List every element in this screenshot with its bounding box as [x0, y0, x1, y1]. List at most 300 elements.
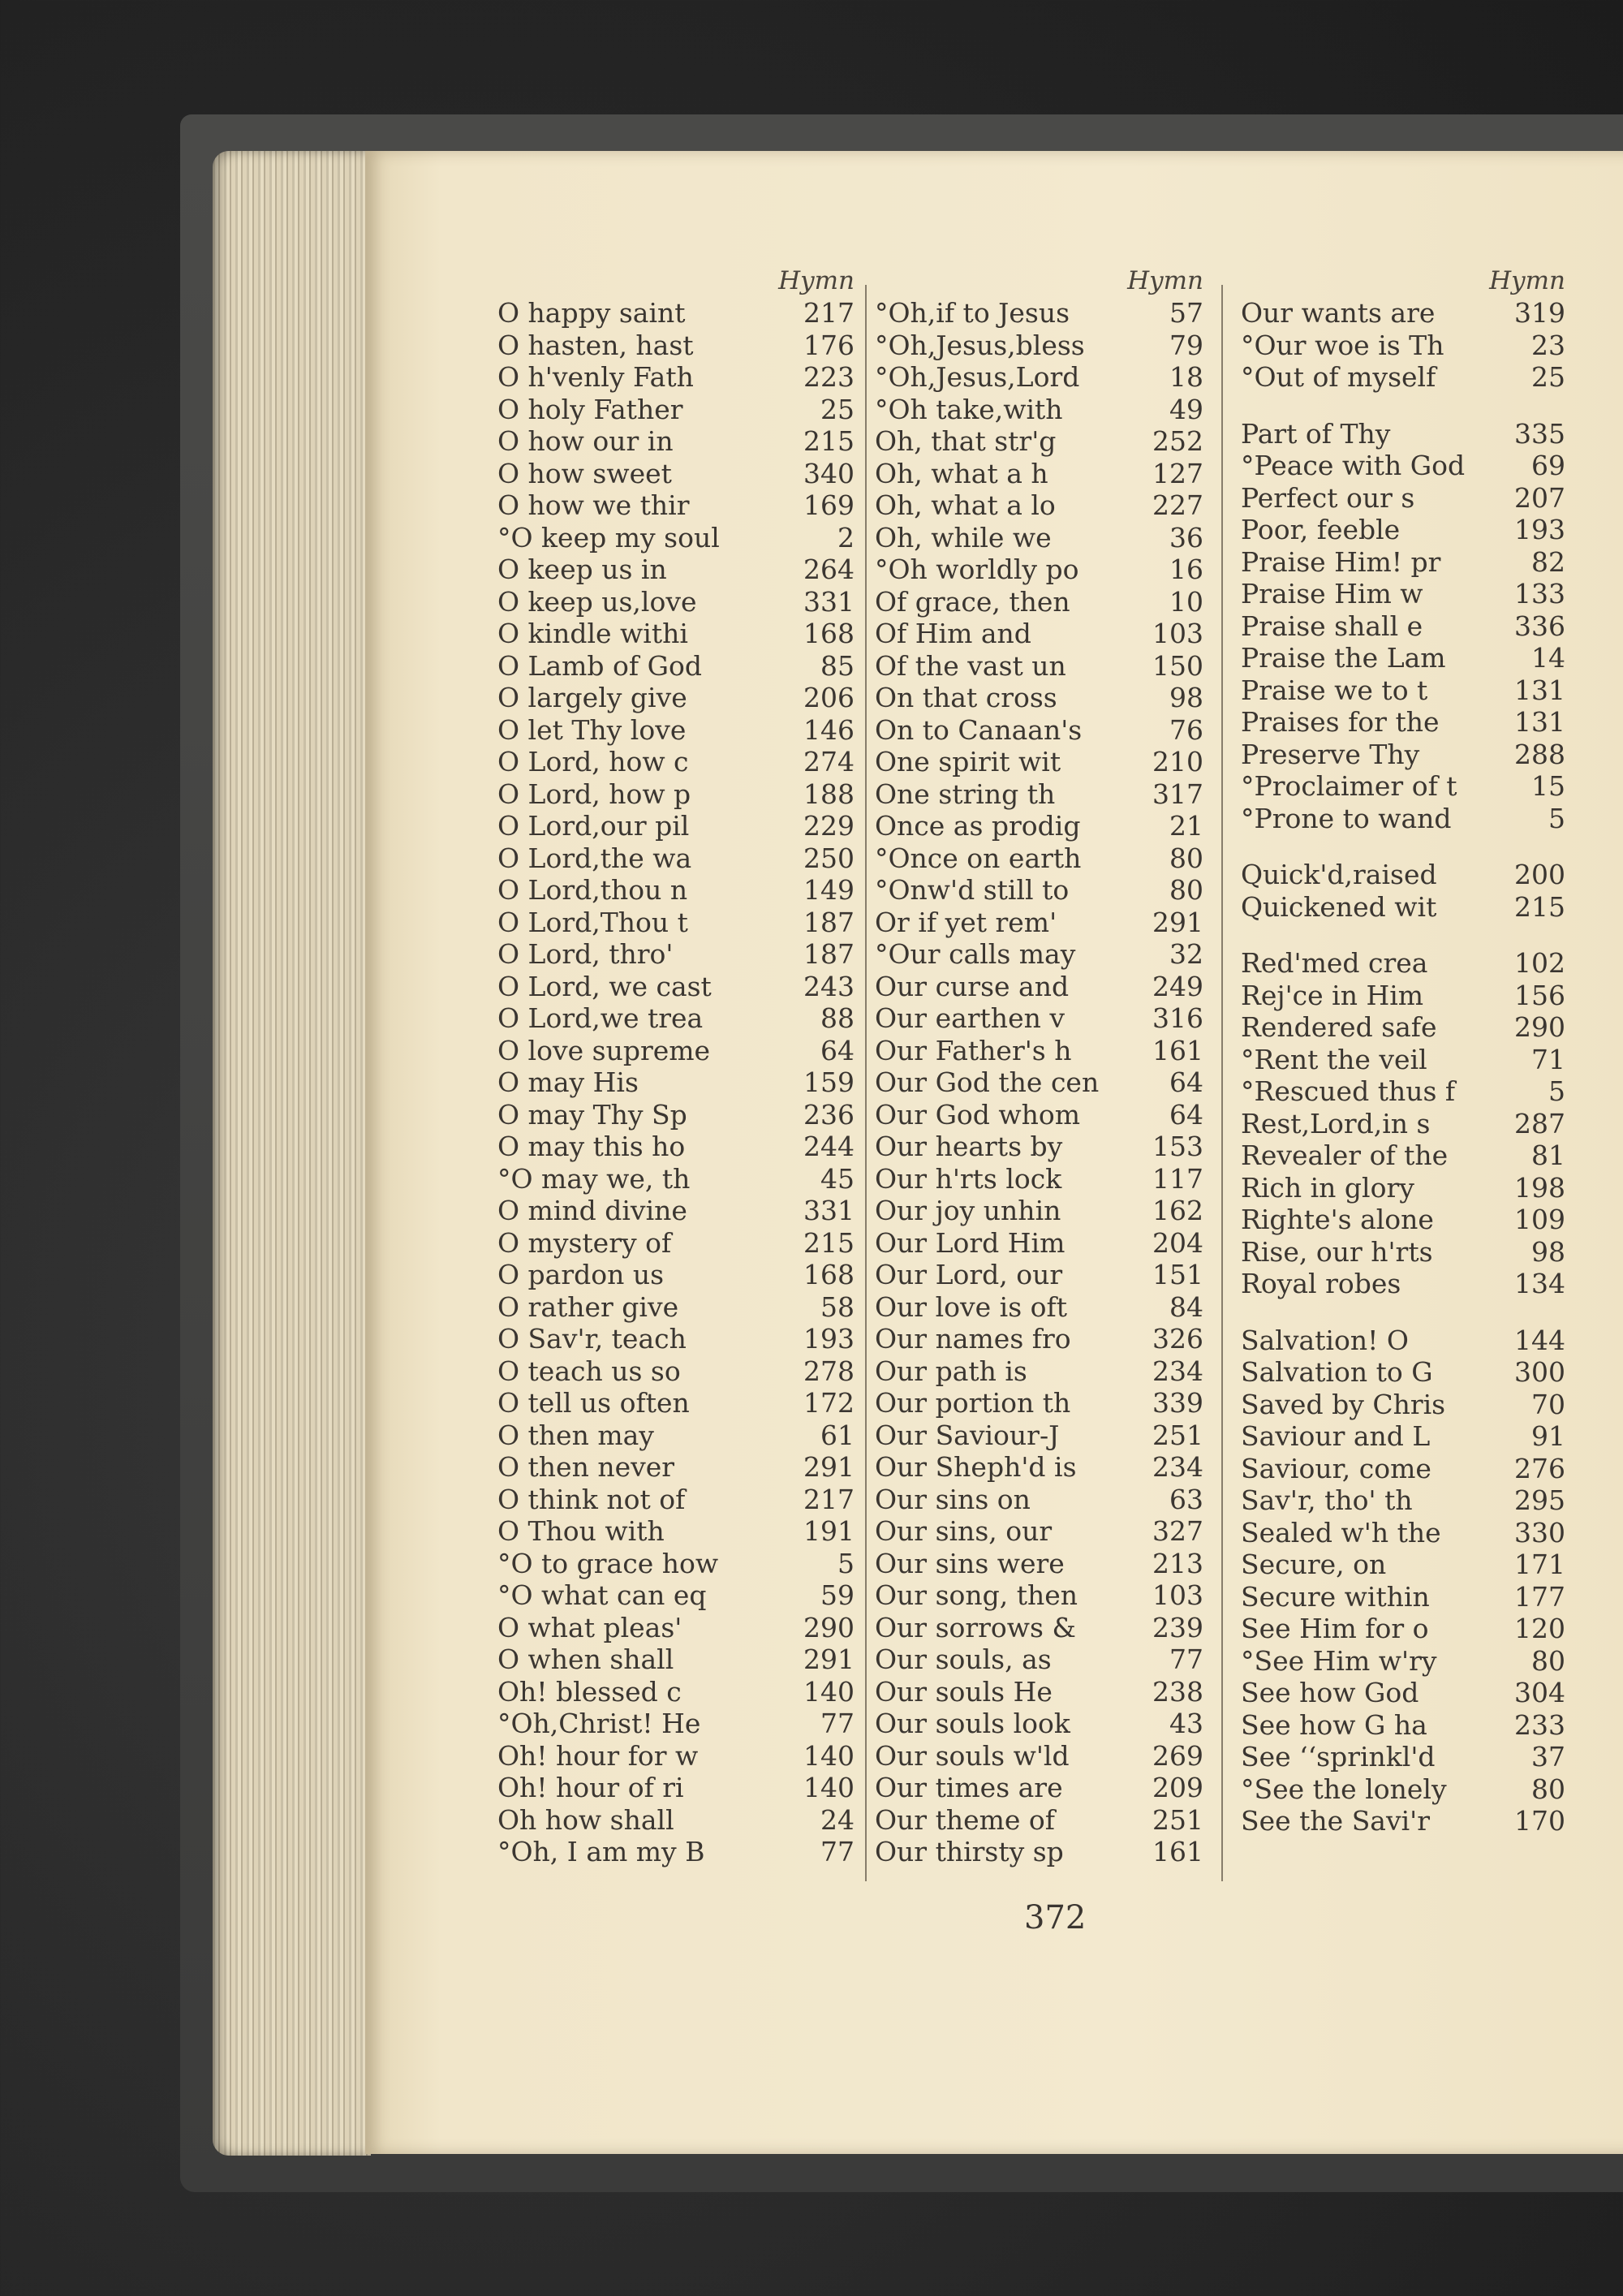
column-header: Hymn	[778, 266, 855, 295]
index-entry	[497, 394, 855, 426]
index-entry	[1241, 514, 1565, 546]
hymn-number: 80	[1169, 874, 1203, 906]
hymn-first-line: O tell us often	[497, 1387, 690, 1419]
hymn-number: 71	[1531, 1043, 1565, 1075]
hymn-number: 339	[1152, 1387, 1203, 1419]
hymn-first-line: Our Father's h	[875, 1034, 1072, 1066]
hymn-number: 244	[803, 1131, 855, 1162]
hymn-first-line: Our God the cen	[875, 1066, 1100, 1098]
page-number: 372	[1024, 1899, 1087, 1936]
section-gap	[1241, 834, 1565, 859]
index-entry	[1241, 859, 1565, 891]
hymn-first-line: °See Him w'ry	[1241, 1644, 1437, 1677]
hymn-number: 234	[1152, 1451, 1203, 1483]
index-entry	[1241, 1204, 1565, 1236]
hymn-first-line: O Lord, thro'	[497, 938, 674, 970]
hymn-number: 80	[1531, 1644, 1565, 1677]
index-entry	[497, 1740, 855, 1773]
hymn-number: 91	[1531, 1420, 1565, 1452]
hymn-number: 304	[1514, 1677, 1565, 1708]
hymn-first-line: See how God	[1241, 1677, 1419, 1708]
hymn-number: 63	[1169, 1483, 1203, 1515]
hymn-first-line: °O to grace how	[497, 1547, 719, 1579]
hymn-first-line: O Lord,our pil	[497, 810, 690, 842]
hymn-number: 149	[803, 874, 855, 906]
index-entry	[1241, 1139, 1565, 1172]
hymn-first-line: Quick'd,raised	[1241, 859, 1437, 890]
hymn-first-line: Oh, what a h	[875, 457, 1048, 489]
index-column-1	[497, 265, 855, 1868]
hymn-number: 81	[1531, 1139, 1565, 1171]
hymn-first-line: O happy saint	[497, 297, 686, 329]
hymn-first-line: O how our in	[497, 425, 674, 457]
hymn-number: 16	[1169, 554, 1203, 585]
index-entry	[875, 1708, 1203, 1740]
hymn-number: 207	[1514, 481, 1565, 514]
hymn-number: 49	[1169, 393, 1203, 425]
hymn-number: 103	[1152, 1579, 1203, 1611]
hymn-first-line: O teach us so	[497, 1355, 681, 1387]
hymn-first-line: See ‘‘sprinkl'd	[1241, 1741, 1436, 1773]
hymn-first-line: O pardon us	[497, 1259, 665, 1290]
hymn-number: 295	[1514, 1484, 1565, 1516]
hymn-number: 168	[803, 1259, 855, 1290]
hymn-number: 146	[803, 713, 855, 746]
hymn-number: 140	[803, 1772, 855, 1803]
index-entry	[875, 714, 1203, 747]
index-entry	[497, 1708, 855, 1740]
hymn-first-line: Praise the Lam	[1241, 642, 1446, 674]
hymn-first-line: Once as prodig	[875, 810, 1081, 842]
hymn-first-line: °Oh,Jesus,Lord	[875, 361, 1080, 393]
index-entry	[1241, 1453, 1565, 1485]
hymn-first-line: Salvation to G	[1241, 1356, 1433, 1388]
index-entry	[875, 1579, 1203, 1612]
hymn-first-line: O how we thir	[497, 489, 690, 521]
hymn-number: 316	[1152, 1002, 1203, 1034]
hymn-number: 69	[1531, 450, 1565, 481]
hymn-number: 243	[803, 970, 855, 1002]
hymn-first-line: Rich in glory	[1241, 1171, 1414, 1204]
hymn-first-line: Poor, feeble	[1241, 514, 1401, 545]
hymn-number: 57	[1169, 297, 1203, 329]
hymn-first-line: O Thou with	[497, 1515, 665, 1547]
index-entry	[875, 1419, 1203, 1452]
index-entry	[497, 1451, 855, 1484]
hymn-number: 291	[803, 1643, 855, 1675]
hymn-first-line: O Lord,we trea	[497, 1002, 704, 1034]
hymn-number: 191	[803, 1515, 855, 1547]
hymn-number: 227	[1152, 489, 1203, 521]
index-entry	[875, 650, 1203, 683]
hymn-first-line: Of the vast un	[875, 649, 1066, 682]
hymn-first-line: °Oh,Christ! He	[497, 1708, 701, 1739]
index-entry	[875, 746, 1203, 778]
hymn-number: 43	[1169, 1708, 1203, 1739]
hymn-first-line: O love supreme	[497, 1034, 711, 1066]
hymn-first-line: Our portion th	[875, 1387, 1071, 1419]
hymn-number: 200	[1514, 859, 1565, 890]
hymn-number: 215	[803, 425, 855, 457]
hymn-number: 252	[1152, 425, 1203, 457]
hymn-number: 209	[1152, 1772, 1203, 1803]
index-entry	[497, 1099, 855, 1131]
hymn-first-line: °Oh,if to Jesus	[875, 297, 1070, 329]
hymn-first-line: O Sav'r, teach	[497, 1323, 687, 1355]
hymn-first-line: Saviour and L	[1241, 1420, 1431, 1452]
hymn-number: 5	[1548, 1075, 1565, 1107]
hymn-first-line: Praise Him! pr	[1241, 545, 1441, 578]
hymn-number: 290	[1514, 1011, 1565, 1043]
column-header: Hymn	[1489, 266, 1565, 295]
index-entry	[875, 682, 1203, 714]
index-entry	[497, 1804, 855, 1837]
hymn-first-line: Red'med crea	[1241, 947, 1428, 979]
hymn-number: 215	[803, 1226, 855, 1259]
hymn-number: 177	[1514, 1580, 1565, 1613]
hymn-number: 80	[1169, 842, 1203, 874]
index-entry	[875, 1804, 1203, 1837]
hymn-number: 251	[1152, 1803, 1203, 1836]
hymn-first-line: Rise, our h'rts	[1241, 1235, 1433, 1268]
hymn-number: 206	[803, 682, 855, 713]
index-entry	[497, 1676, 855, 1708]
hymn-number: 14	[1531, 642, 1565, 674]
index-entry	[497, 1484, 855, 1516]
hymn-number: 264	[803, 554, 855, 585]
hymn-number: 24	[820, 1803, 855, 1836]
hymn-first-line: Oh, that str'g	[875, 425, 1057, 457]
hymn-first-line: °See the lonely	[1241, 1773, 1447, 1805]
hymn-number: 98	[1169, 682, 1203, 713]
hymn-number: 330	[1514, 1516, 1565, 1549]
hymn-first-line: O largely give	[497, 682, 687, 713]
hymn-number: 161	[1152, 1836, 1203, 1867]
hymn-number: 109	[1514, 1204, 1565, 1235]
index-column-2	[875, 265, 1203, 1868]
hymn-number: 176	[803, 329, 855, 361]
hymn-first-line: On that cross	[875, 682, 1057, 713]
index-entry	[1241, 980, 1565, 1012]
hymn-first-line: O Lord,thou n	[497, 874, 688, 906]
hymn-number: 188	[803, 778, 855, 810]
hymn-first-line: Our curse and	[875, 970, 1070, 1002]
index-entry	[1241, 1549, 1565, 1581]
index-entry	[875, 458, 1203, 490]
index-entry	[875, 1195, 1203, 1227]
hymn-first-line: Our wants are	[1241, 297, 1436, 329]
hymn-first-line: Oh, what a lo	[875, 489, 1056, 521]
hymn-first-line: Praises for the	[1241, 706, 1440, 738]
index-entry	[1241, 1420, 1565, 1453]
index-entry	[875, 938, 1203, 971]
hymn-first-line: See how G ha	[1241, 1708, 1427, 1741]
hymn-number: 140	[803, 1675, 855, 1708]
hymn-number: 23	[1531, 329, 1565, 361]
index-entry	[1241, 1645, 1565, 1678]
hymn-first-line: One spirit wit	[875, 746, 1061, 778]
index-entry	[497, 1355, 855, 1388]
hymn-number: 150	[1152, 649, 1203, 682]
hymn-first-line: °Oh,Jesus,bless	[875, 329, 1085, 361]
hymn-first-line: O then may	[497, 1419, 654, 1451]
hymn-first-line: O Lord, we cast	[497, 970, 712, 1002]
hymn-number: 171	[1514, 1549, 1565, 1580]
hymn-number: 156	[1514, 979, 1565, 1011]
hymn-number: 215	[1514, 890, 1565, 923]
index-entry	[497, 425, 855, 458]
index-entry	[1241, 1325, 1565, 1357]
index-entry	[1241, 1389, 1565, 1421]
hymn-first-line: Our hearts by	[875, 1131, 1063, 1162]
hymn-first-line: Oh! hour for w	[497, 1739, 699, 1772]
index-entry	[1241, 1613, 1565, 1645]
hymn-number: 217	[803, 1483, 855, 1515]
hymn-number: 291	[1152, 906, 1203, 938]
index-entry	[497, 554, 855, 586]
index-entry	[497, 618, 855, 650]
hymn-number: 213	[1152, 1547, 1203, 1579]
hymn-number: 88	[820, 1002, 855, 1034]
hymn-number: 187	[803, 906, 855, 938]
hymn-first-line: Our souls He	[875, 1675, 1053, 1708]
hymn-number: 276	[1514, 1452, 1565, 1484]
index-entry	[875, 971, 1203, 1003]
index-entry	[1241, 1677, 1565, 1709]
hymn-first-line: O may Thy Sp	[497, 1098, 687, 1131]
index-entry	[497, 1515, 855, 1548]
hymn-first-line: On to Canaan's	[875, 713, 1083, 746]
index-entry	[1241, 1075, 1565, 1108]
index-entry	[497, 489, 855, 522]
hymn-number: 18	[1169, 361, 1203, 393]
hymn-first-line: O Lord,the wa	[497, 842, 692, 874]
hymn-number: 153	[1152, 1131, 1203, 1162]
index-entry	[875, 1612, 1203, 1644]
hymn-number: 204	[1152, 1226, 1203, 1259]
hymn-number: 36	[1169, 521, 1203, 554]
index-entry	[497, 746, 855, 778]
index-entry	[1241, 706, 1565, 739]
index-column-3	[1241, 265, 1565, 1837]
hymn-number: 239	[1152, 1611, 1203, 1643]
hymn-first-line: Our sins were	[875, 1547, 1065, 1579]
index-entry	[1241, 891, 1565, 924]
hymn-first-line: O how sweet	[497, 457, 672, 489]
index-entry	[1241, 770, 1565, 803]
hymn-first-line: O holy Father	[497, 393, 683, 425]
hymn-number: 59	[820, 1579, 855, 1611]
hymn-first-line: Or if yet rem'	[875, 906, 1057, 938]
index-entry	[1241, 1805, 1565, 1837]
hymn-number: 340	[803, 457, 855, 489]
hymn-number: 250	[803, 842, 855, 874]
hymn-first-line: O keep us,love	[497, 585, 697, 618]
hymn-number: 5	[1548, 802, 1565, 834]
index-entry	[497, 1419, 855, 1452]
hymn-first-line: Revealer of the	[1241, 1139, 1449, 1171]
index-entry	[497, 842, 855, 875]
hymn-number: 170	[1514, 1805, 1565, 1837]
hymn-first-line: Our sins on	[875, 1483, 1031, 1515]
hymn-first-line: O think not of	[497, 1483, 686, 1515]
hymn-number: 233	[1514, 1708, 1565, 1741]
hymn-first-line: O let Thy love	[497, 713, 687, 746]
hymn-first-line: Perfect our s	[1241, 481, 1415, 514]
index-entry	[1241, 330, 1565, 362]
index-entry	[875, 1740, 1203, 1773]
index-entry	[497, 1195, 855, 1227]
index-entry	[497, 971, 855, 1003]
index-entry	[875, 1259, 1203, 1291]
hymn-first-line: Sav'r, tho' th	[1241, 1484, 1413, 1516]
hymn-first-line: °O what can eq	[497, 1579, 707, 1611]
hymn-first-line: See Him for o	[1241, 1613, 1429, 1644]
hymn-number: 161	[1152, 1034, 1203, 1066]
hymn-number: 251	[1152, 1419, 1203, 1451]
hymn-number: 144	[1514, 1324, 1565, 1356]
index-entry	[497, 1163, 855, 1195]
index-entry	[497, 1772, 855, 1804]
hymn-number: 120	[1514, 1613, 1565, 1644]
hymn-first-line: Our thirsty sp	[875, 1836, 1064, 1867]
hymn-number: 64	[1169, 1066, 1203, 1098]
index-entry	[497, 1035, 855, 1067]
column-header: Hymn	[1127, 266, 1203, 295]
index-entry	[497, 874, 855, 907]
index-entry	[875, 1002, 1203, 1035]
index-entry	[1241, 1581, 1565, 1613]
index-entry	[497, 810, 855, 842]
hymn-number: 217	[803, 297, 855, 329]
hymn-first-line: Oh how shall	[497, 1803, 674, 1836]
hymn-first-line: Of Him and	[875, 618, 1031, 649]
index-entry	[875, 330, 1203, 362]
hymn-first-line: Rej'ce in Him	[1241, 979, 1424, 1011]
index-entry	[497, 650, 855, 683]
index-entry	[1241, 1108, 1565, 1140]
hymn-first-line: O what pleas'	[497, 1611, 682, 1643]
index-entry	[497, 1066, 855, 1099]
hymn-number: 300	[1514, 1356, 1565, 1388]
index-entry	[875, 618, 1203, 650]
hymn-number: 58	[820, 1290, 855, 1323]
hymn-number: 193	[1514, 514, 1565, 545]
hymn-number: 198	[1514, 1171, 1565, 1204]
index-entry	[497, 458, 855, 490]
hymn-number: 82	[1531, 545, 1565, 578]
hymn-first-line: O hasten, hast	[497, 329, 694, 361]
hymn-first-line: °Onw'd still to	[875, 874, 1070, 906]
hymn-number: 134	[1514, 1268, 1565, 1299]
index-entry	[1241, 947, 1565, 980]
hymn-first-line: Our God whom	[875, 1098, 1081, 1131]
hymn-number: 37	[1531, 1741, 1565, 1773]
hymn-first-line: Our souls w'ld	[875, 1739, 1070, 1772]
hymn-number: 234	[1152, 1355, 1203, 1387]
index-entry	[875, 1227, 1203, 1260]
hymn-number: 85	[820, 649, 855, 682]
index-entry	[1241, 674, 1565, 707]
hymn-first-line: Rest,Lord,in s	[1241, 1107, 1431, 1139]
hymn-first-line: °Peace with God	[1241, 450, 1466, 481]
hymn-first-line: Of grace, then	[875, 585, 1070, 618]
hymn-first-line: Our times are	[875, 1772, 1063, 1803]
hymn-first-line: O Lord, how p	[497, 778, 691, 810]
hymn-first-line: O then never	[497, 1451, 675, 1483]
index-entry	[875, 425, 1203, 458]
column-divider	[865, 285, 867, 1881]
page-edges	[213, 151, 371, 2156]
index-entry	[875, 1099, 1203, 1131]
hymn-first-line: Our Saviour-J	[875, 1419, 1060, 1451]
index-entry	[875, 297, 1203, 330]
hymn-first-line: Our Sheph'd is	[875, 1451, 1077, 1483]
hymn-number: 327	[1152, 1515, 1203, 1547]
hymn-number: 5	[837, 1547, 855, 1579]
index-entry	[497, 1836, 855, 1868]
index-entry	[1241, 739, 1565, 771]
hymn-first-line: Saviour, come	[1241, 1452, 1431, 1484]
hymn-number: 133	[1514, 578, 1565, 610]
hymn-number: 236	[803, 1098, 855, 1131]
hymn-first-line: Oh, while we	[875, 521, 1052, 554]
hymn-number: 10	[1169, 585, 1203, 618]
index-entry	[875, 1163, 1203, 1195]
column-divider	[1221, 285, 1223, 1881]
hymn-first-line: Our love is oft	[875, 1290, 1067, 1323]
hymn-first-line: Salvation! O	[1241, 1324, 1409, 1356]
hymn-first-line: °Oh take,with	[875, 393, 1063, 425]
hymn-number: 64	[1169, 1098, 1203, 1131]
index-entry	[497, 1579, 855, 1612]
index-entry	[497, 778, 855, 811]
index-entry	[875, 1772, 1203, 1804]
hymn-number: 290	[803, 1611, 855, 1643]
hymn-number: 249	[1152, 970, 1203, 1002]
hymn-number: 98	[1531, 1235, 1565, 1268]
hymn-number: 238	[1152, 1675, 1203, 1708]
hymn-number: 269	[1152, 1739, 1203, 1772]
hymn-first-line: Praise Him w	[1241, 578, 1423, 610]
hymn-number: 25	[820, 393, 855, 425]
hymn-number: 25	[1531, 361, 1565, 393]
hymn-number: 168	[803, 618, 855, 649]
hymn-number: 45	[820, 1162, 855, 1195]
index-entry	[875, 586, 1203, 618]
hymn-first-line: Oh! blessed c	[497, 1675, 682, 1708]
hymn-first-line: Our names fro	[875, 1323, 1071, 1355]
hymn-number: 169	[803, 489, 855, 521]
index-entry	[875, 1066, 1203, 1099]
index-entry	[875, 1676, 1203, 1708]
index-entry	[497, 1227, 855, 1260]
index-entry	[875, 1548, 1203, 1580]
index-entry	[497, 1548, 855, 1580]
hymn-first-line: °Rescued thus f	[1241, 1075, 1456, 1107]
index-entry	[875, 1484, 1203, 1516]
hymn-number: 187	[803, 938, 855, 970]
hymn-first-line: Our theme of	[875, 1803, 1056, 1836]
hymn-first-line: O keep us in	[497, 554, 667, 585]
index-entry	[875, 1515, 1203, 1548]
index-entry	[497, 522, 855, 554]
hymn-number: 317	[1152, 778, 1203, 810]
index-entry	[1241, 1011, 1565, 1044]
index-entry	[1241, 1172, 1565, 1204]
hymn-first-line: Secure within	[1241, 1580, 1430, 1613]
section-gap	[1241, 923, 1565, 947]
